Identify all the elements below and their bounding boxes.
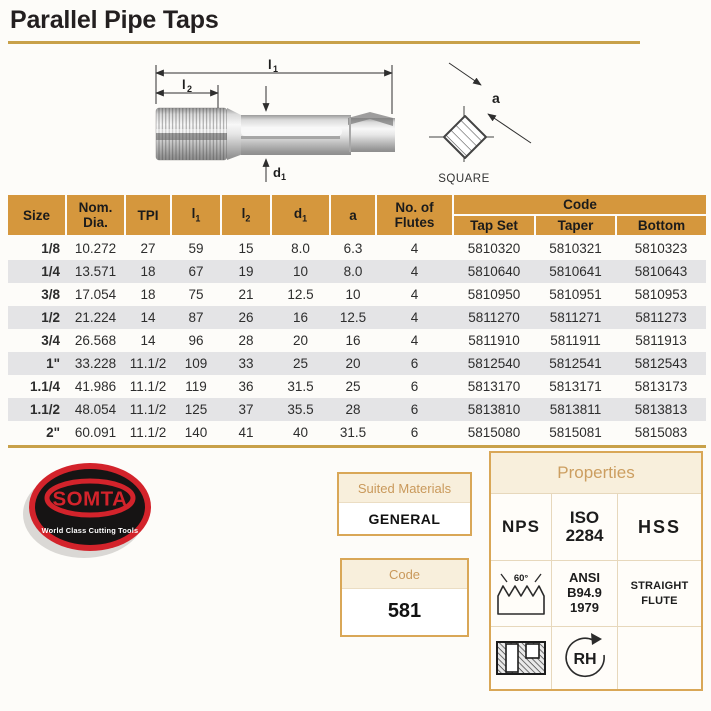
- tap-technical-drawing: [100, 56, 600, 196]
- cell-tpi: 14: [140, 333, 156, 349]
- cell-l2: 37: [238, 402, 254, 418]
- cell-nom-dia: 48.054: [74, 402, 117, 418]
- logo-tagline-text: World Class Cutting Tools: [41, 526, 139, 535]
- property-flute-type: STRAIGHT FLUTE: [618, 561, 701, 627]
- cell-flutes: 4: [410, 333, 419, 349]
- cell-bottom: 5811913: [635, 333, 687, 349]
- cell-flutes: 4: [410, 264, 419, 280]
- cell-nom-dia: 10.272: [74, 241, 117, 257]
- cell-taper: 5815081: [549, 425, 602, 441]
- property-empty-cell: [618, 627, 701, 689]
- cell-d1: 25: [292, 356, 309, 372]
- cell-nom-dia: 41.986: [74, 379, 117, 395]
- cell-tpi: 14: [140, 310, 156, 326]
- table-row: [8, 375, 706, 398]
- cell-flutes: 6: [410, 356, 419, 372]
- cell-l2: 33: [238, 356, 254, 372]
- code-box-value: 581: [387, 600, 422, 622]
- col-header-l1: $l_1$: [171, 195, 221, 236]
- suited-materials-value: GENERAL: [368, 511, 441, 527]
- suited-materials-header: Suited Materials: [339, 474, 470, 503]
- logo-brand-text: SOMTA: [52, 487, 128, 511]
- cell-size: 1.1/2: [29, 402, 60, 418]
- cell-size: 2": [46, 425, 60, 441]
- cell-nom-dia: 17.054: [74, 287, 117, 303]
- code-box-header: Code: [342, 560, 467, 589]
- cell-bottom: 5815083: [634, 425, 688, 441]
- cell-l2: 19: [238, 264, 254, 280]
- cell-tap-set: 5811270: [468, 310, 520, 326]
- table-row: [8, 260, 706, 283]
- thread-profile-icon: [495, 570, 547, 618]
- cell-nom-dia: 26.568: [74, 333, 117, 349]
- cell-a: 6.3: [343, 241, 363, 257]
- tap-body-drawing: [156, 108, 395, 160]
- cell-a: 8.0: [343, 264, 363, 280]
- property-iso-standard: ISO 2284: [552, 494, 618, 561]
- cell-tap-set: 5813810: [467, 402, 521, 418]
- cell-nom-dia: 60.091: [74, 425, 117, 441]
- col-header-code-group: Code: [453, 195, 706, 215]
- cell-a: 16: [345, 333, 361, 349]
- cell-flutes: 4: [410, 287, 419, 303]
- cell-d1: 20: [292, 333, 309, 349]
- cell-bottom: 5810953: [634, 287, 688, 303]
- cell-tap-set: 5815080: [467, 425, 521, 441]
- cell-size: 1/2: [41, 310, 60, 326]
- cell-l2: 15: [238, 241, 254, 257]
- cell-tpi: 18: [140, 287, 156, 303]
- cell-bottom: 5810323: [634, 241, 688, 257]
- cell-l1: 96: [188, 333, 204, 349]
- dim-label-l1: l: [268, 57, 272, 72]
- cell-tpi: 18: [140, 264, 156, 280]
- cell-d1: 8.0: [291, 241, 310, 257]
- table-row: [8, 306, 706, 329]
- dim-label-d1: d: [273, 165, 281, 180]
- dim-label-a: a: [492, 90, 500, 106]
- cell-size: 1": [46, 356, 60, 372]
- pipe-section-icon: [495, 638, 547, 678]
- table-row: [8, 352, 706, 375]
- cell-a: 20: [345, 356, 361, 372]
- table-row: [8, 421, 706, 444]
- property-thread-standard: NPS: [491, 494, 552, 561]
- cell-bottom: 5810643: [634, 264, 688, 280]
- cell-tpi: 11.1/2: [129, 425, 167, 441]
- cell-d1: 12.5: [287, 287, 314, 303]
- cell-taper: 5813811: [549, 402, 602, 418]
- cell-tpi: 11.1/2: [129, 356, 167, 372]
- square-section-drawing: [429, 63, 531, 185]
- cell-tpi: 11.1/2: [129, 402, 167, 418]
- cell-d1: 35.5: [287, 402, 314, 418]
- cell-flutes: 4: [410, 241, 419, 257]
- property-rotation: [552, 627, 618, 689]
- suited-materials-box: [337, 472, 472, 536]
- square-label: SQUARE: [438, 173, 490, 185]
- cell-bottom: 5812543: [634, 356, 688, 372]
- cell-d1: 16: [292, 310, 309, 326]
- cell-size: 1.1/4: [29, 379, 60, 395]
- cell-a: 25: [345, 379, 361, 395]
- dim-label-l1-sub: 1: [273, 64, 279, 74]
- cell-taper: 5813171: [549, 379, 602, 395]
- cell-taper: 5811911: [550, 333, 601, 349]
- cell-tap-set: 5813170: [467, 379, 521, 395]
- somta-logo: [14, 452, 174, 570]
- col-header-a: a: [330, 195, 376, 236]
- cell-l1: 109: [184, 356, 208, 372]
- col-header-l2: $l_2$: [221, 195, 271, 236]
- right-hand-rotation-icon: [558, 631, 612, 685]
- cell-d1: 31.5: [287, 379, 314, 395]
- cell-nom-dia: 33.228: [74, 356, 117, 372]
- col-header-nom-dia: Nom. Dia.: [66, 195, 125, 236]
- code-box: [340, 558, 469, 637]
- cell-taper: 5810951: [549, 287, 602, 303]
- cell-bottom: 5813813: [634, 402, 688, 418]
- cell-a: 10: [345, 287, 361, 303]
- properties-box: [489, 451, 703, 691]
- table-bottom-divider: [8, 445, 706, 448]
- cell-l1: 140: [184, 425, 208, 441]
- cell-bottom: 5813173: [634, 379, 688, 395]
- cell-tap-set: 5812540: [467, 356, 521, 372]
- table-row: [8, 398, 706, 421]
- cell-l2: 28: [238, 333, 254, 349]
- cell-flutes: 4: [410, 310, 419, 326]
- cell-l1: 87: [188, 310, 204, 326]
- cell-l1: 125: [184, 402, 208, 418]
- cell-a: 12.5: [339, 310, 367, 326]
- property-application: [491, 627, 552, 689]
- cell-tap-set: 5810950: [467, 287, 521, 303]
- table-row: [8, 329, 706, 352]
- cell-l1: 119: [185, 379, 207, 395]
- col-header-bottom: Bottom: [616, 215, 706, 236]
- cell-size: 3/4: [41, 333, 60, 349]
- spec-table: [8, 195, 706, 444]
- cell-flutes: 6: [410, 379, 419, 395]
- cell-l1: 59: [188, 241, 204, 257]
- table-row: [8, 283, 706, 306]
- cell-taper: 5810641: [549, 264, 602, 280]
- cell-l2: 21: [238, 287, 254, 303]
- cell-l2: 36: [238, 379, 254, 395]
- dim-label-l2: l: [182, 77, 186, 92]
- cell-a: 28: [345, 402, 361, 418]
- col-header-flutes: No. of Flutes: [376, 195, 453, 236]
- dim-label-d1-sub: 1: [281, 172, 287, 182]
- col-header-size: Size: [8, 195, 66, 236]
- cell-tpi: 27: [140, 241, 156, 257]
- page-title: Parallel Pipe Taps: [10, 6, 219, 34]
- cell-size: 3/8: [41, 287, 60, 303]
- cell-flutes: 6: [410, 402, 419, 418]
- col-header-taper: Taper: [535, 215, 616, 236]
- col-header-tpi: TPI: [125, 195, 171, 236]
- cell-taper: 5811271: [549, 310, 602, 326]
- cell-nom-dia: 13.571: [74, 264, 117, 280]
- cell-flutes: 6: [410, 425, 419, 441]
- cell-tpi: 11.1/2: [129, 379, 167, 395]
- properties-header: Properties: [491, 453, 701, 493]
- cell-size: 1/8: [41, 241, 60, 257]
- cell-a: 31.5: [339, 425, 367, 441]
- svg-text:60°: 60°: [513, 572, 529, 584]
- cell-taper: 5810321: [549, 241, 602, 257]
- table-row: [8, 236, 706, 260]
- property-material: HSS: [618, 494, 701, 561]
- property-thread-angle: [491, 561, 552, 627]
- cell-l2: 41: [238, 425, 254, 441]
- cell-size: 1/4: [41, 264, 60, 280]
- cell-tap-set: 5810640: [467, 264, 521, 280]
- cell-tap-set: 5811910: [468, 333, 520, 349]
- cell-d1: 40: [292, 425, 309, 441]
- cell-l2: 26: [238, 310, 254, 326]
- cell-l1: 67: [188, 264, 204, 280]
- dim-label-l2-sub: 2: [187, 84, 193, 94]
- cell-tap-set: 5810320: [467, 241, 521, 257]
- cell-l1: 75: [188, 287, 204, 303]
- col-header-tap-set: Tap Set: [453, 215, 535, 236]
- cell-nom-dia: 21.224: [74, 310, 117, 326]
- title-divider: [8, 41, 640, 44]
- properties-grid: [491, 493, 701, 689]
- cell-taper: 5812541: [549, 356, 602, 372]
- cell-d1: 10: [292, 264, 309, 280]
- property-ansi-standard: ANSI B94.9 1979: [552, 561, 618, 627]
- col-header-d1: $d_1$: [271, 195, 330, 236]
- cell-bottom: 5811273: [635, 310, 687, 326]
- svg-text:RH: RH: [572, 651, 597, 668]
